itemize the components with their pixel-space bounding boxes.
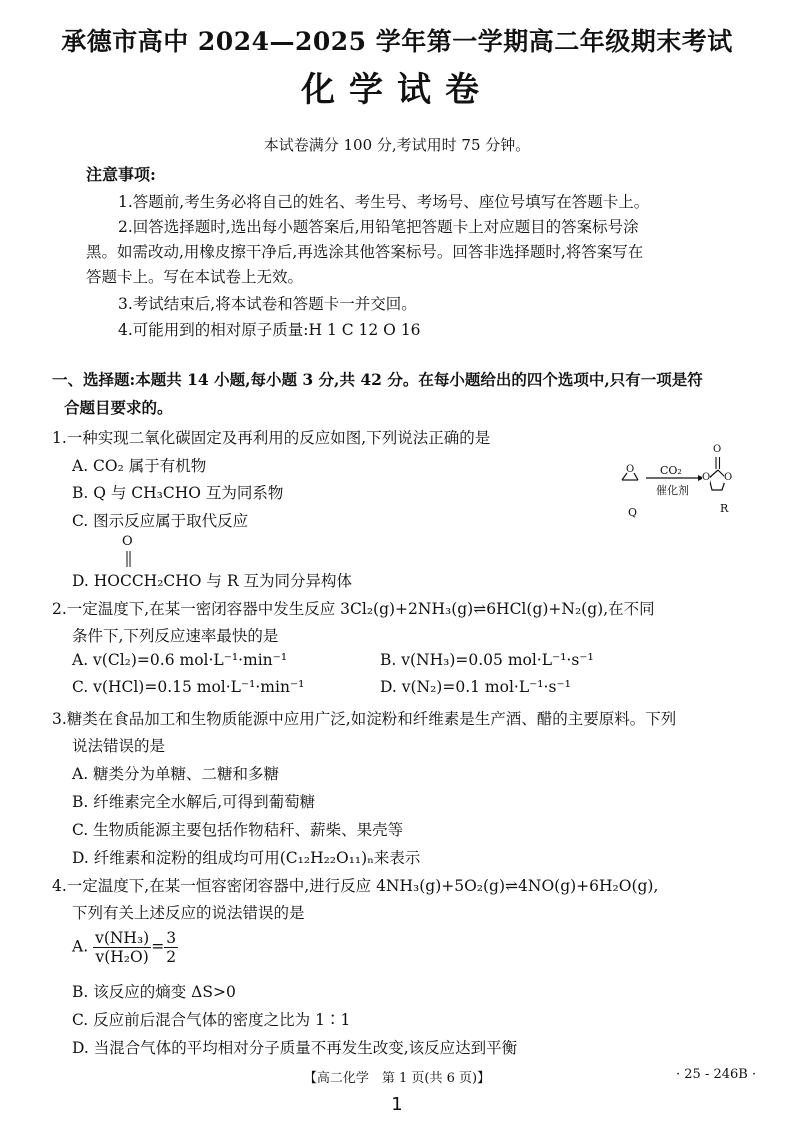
q2-option-a: A. v(Cl₂)=0.6 mol·L⁻¹·min⁻¹ [72, 651, 288, 669]
q1-d-suffix: 与 R 互为同分异构体 [201, 572, 352, 590]
q3-option-b: B. 纤维素完全水解后,可得到葡萄糖 [72, 793, 316, 811]
q4-stem-line2: 下列有关上述反应的说法错误的是 [72, 904, 305, 922]
q3-option-a: A. 糖类分为单糖、二糖和多糖 [72, 765, 280, 783]
q1-d-formula: HOCCH₂CHO [93, 572, 202, 590]
q1-fig-catalyst: 催化剂 [656, 484, 689, 497]
q1-fig-label-q: Q [628, 506, 638, 519]
q1-fig-label-r: R [720, 502, 729, 515]
q4-a-ratio-numerator: 3 [166, 929, 177, 947]
q1-reaction-figure [614, 444, 764, 524]
q4-a-equals: = [151, 937, 165, 956]
q2-option-d: D. v(N₂)=0.1 mol·L⁻¹·s⁻¹ [380, 678, 571, 696]
q1-d-prefix: D. [72, 572, 94, 590]
q1-d-carbonyl-o: O [122, 534, 133, 549]
q4-a-label: A. [72, 937, 89, 956]
q4-a-numerator: v(NH₃) [95, 929, 150, 947]
page-footer: 【高二化学 第 1 页(共 6 页)】 [303, 1071, 491, 1086]
q3-stem-line2: 说法错误的是 [72, 737, 166, 755]
note-3: 3.考试结束后,将本试卷和答题卡一并交回。 [118, 295, 417, 313]
q3-option-d: D. 纤维素和淀粉的组成均可用(C₁₂H₂₂O₁₁)ₙ来表示 [72, 849, 421, 867]
q1-fig-ring-o-left: O [702, 472, 711, 483]
subject-title: 化学试卷 [301, 70, 493, 110]
q1-option-c: C. 图示反应属于取代反应 [72, 512, 249, 530]
section1-line2: 合题目要求的。 [64, 398, 173, 417]
q4-option-a [72, 929, 178, 966]
q4-a-denominator: v(H₂O) [95, 948, 149, 966]
paper-code: · 25 - 246B · [676, 1067, 757, 1082]
note-4: 4.可能用到的相对原子质量:H 1 C 12 O 16 [118, 321, 421, 339]
q4-a-ratio-denominator: 2 [166, 948, 177, 966]
q3-option-c: C. 生物质能源主要包括作物秸秆、薪柴、果壳等 [72, 821, 404, 839]
q1-option-a: A. CO₂ 属于有机物 [72, 457, 207, 475]
exam-info: 本试卷满分 100 分,考试用时 75 分钟。 [263, 136, 531, 154]
q4-option-b: B. 该反应的熵变 ΔS>0 [72, 983, 236, 1001]
q1-fig-reagent: CO₂ [660, 464, 682, 477]
q2-option-c: C. v(HCl)=0.15 mol·L⁻¹·min⁻¹ [72, 678, 305, 696]
exam-title: 承德市高中 2024—2025 学年第一学期高二年级期末考试 [61, 27, 733, 56]
page-number: 1 [391, 1094, 403, 1115]
q4-stem-line1: 4.一定温度下,在某一恒容密闭容器中,进行反应 4NH₃(g)+5O₂(g)⇌4NO(g)+6H₂O(g), [52, 877, 659, 895]
q1-option-b: B. Q 与 CH₃CHO 互为同系物 [72, 484, 284, 502]
note-2-line3: 答题卡上。写在本试卷上无效。 [86, 268, 304, 286]
q1-fig-epoxide-o: O [626, 464, 635, 475]
note-2-line1: 2.回答选择题时,选出每小题答案后,用铅笔把答题卡上对应题目的答案标号涂 [118, 218, 639, 236]
notes-heading: 注意事项: [86, 165, 156, 184]
q1-d-double-bond [124, 550, 134, 568]
q2-stem-line1: 2.一定温度下,在某一密闭容器中发生反应 3Cl₂(g)+2NH₃(g)⇌6HCl(g)+N₂(g),在不同 [52, 600, 655, 618]
q1-fig-carbonyl-o: O [713, 444, 722, 455]
q3-stem-line1: 3.糖类在食品加工和生物质能源中应用广泛,如淀粉和纤维素是生产酒、醋的主要原料。下列 [52, 710, 677, 728]
q1-option-d [72, 569, 352, 591]
note-1: 1.答题前,考生务必将自己的姓名、考生号、考场号、座位号填写在答题卡上。 [118, 193, 650, 211]
q4-a-fraction-left [93, 929, 151, 966]
q4-a-fraction-right [164, 929, 178, 966]
q2-option-b: B. v(NH₃)=0.05 mol·L⁻¹·s⁻¹ [380, 651, 594, 669]
q4-option-c: C. 反应前后混合气体的密度之比为 1∶1 [72, 1011, 351, 1029]
q1-fig-ring-o-right: O [724, 472, 733, 483]
q4-option-d: D. 当混合气体的平均相对分子质量不再发生改变,该反应达到平衡 [72, 1039, 518, 1057]
note-2-line2: 黑。如需改动,用橡皮擦干净后,再选涂其他答案标号。回答非选择题时,将答案写在 [86, 243, 644, 261]
q2-stem-line2: 条件下,下列反应速率最快的是 [72, 627, 279, 645]
q1-stem: 1.一种实现二氧化碳固定及再利用的反应如图,下列说法正确的是 [52, 429, 491, 447]
section1-line1: 一、选择题:本题共 14 小题,每小题 3 分,共 42 分。在每小题给出的四个选项中,只有一项是符 [52, 370, 703, 389]
